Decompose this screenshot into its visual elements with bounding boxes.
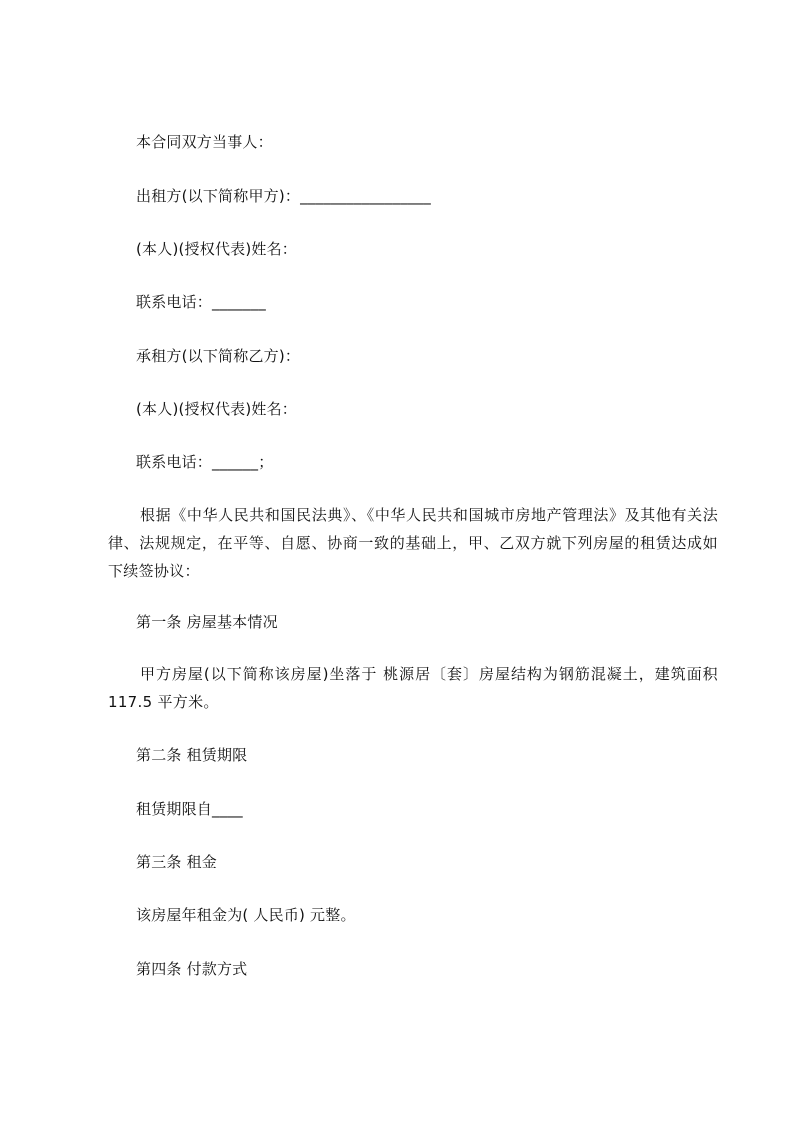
lessor-representative-line: (本人)(授权代表)姓名： bbox=[136, 240, 298, 258]
lessee-line: 承租方(以下简称乙方)： bbox=[136, 347, 301, 365]
article-3-body: 该房屋年租金为( 人民币) 元整。 bbox=[136, 906, 356, 924]
article-1-title: 第一条 房屋基本情况 bbox=[136, 613, 278, 631]
lessor-line: 出租方(以下简称甲方)：_________________ bbox=[136, 187, 432, 205]
parties-heading: 本合同双方当事人： bbox=[136, 133, 273, 151]
article-3-title: 第三条 租金 bbox=[136, 853, 217, 871]
article-4-title: 第四条 付款方式 bbox=[136, 960, 248, 978]
article-2-title: 第二条 租赁期限 bbox=[136, 746, 248, 764]
lessee-phone-line: 联系电话：______； bbox=[136, 453, 274, 471]
lessee-representative-line: (本人)(授权代表)姓名： bbox=[136, 400, 298, 418]
lessor-phone-line: 联系电话：_______ bbox=[136, 293, 266, 311]
article-2-body: 租赁期限自____ bbox=[136, 800, 243, 818]
intro-paragraph: 根据《中华人民共和国民法典》、《中华人民共和国城市房地产管理法》及其他有关法律、法规规定，在平等、自愿、协商一致的基础上，甲、乙双方就下列房屋的租赁达成如下续签协议： bbox=[108, 506, 718, 580]
article-1-body: 甲方房屋(以下简称该房屋)坐落于 桃源居〔套〕房屋结构为钢筋混凝土，建筑面积 117.5 平方米。 bbox=[108, 665, 718, 711]
